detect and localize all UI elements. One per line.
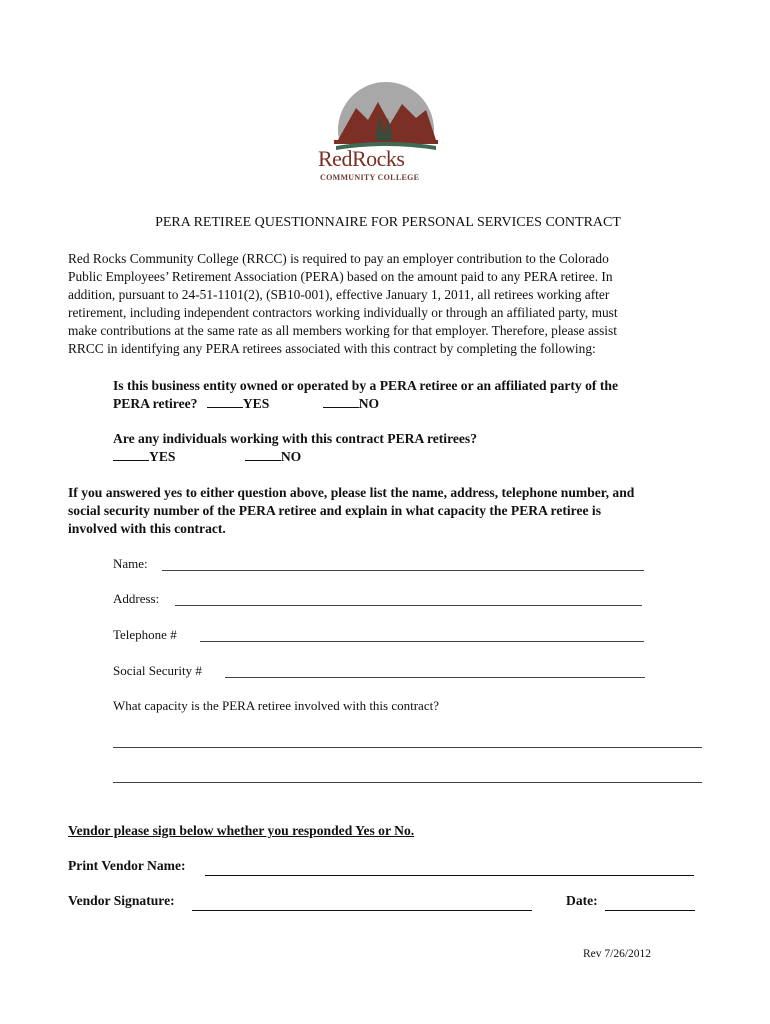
- instruction-line: social security number of the PERA retiree and explain in what capacity the PERA retiree is: [68, 503, 602, 518]
- name-line[interactable]: [162, 570, 644, 571]
- print-vendor-name-line[interactable]: [205, 875, 694, 876]
- question-1-text: Is this business entity owned or operated by a PERA retiree or an affiliated party of the: [113, 378, 618, 393]
- question-2: [113, 430, 713, 466]
- question-2-text: Are any individuals working with this contract PERA retirees?: [113, 431, 478, 446]
- q2-no-label: NO: [280, 449, 302, 464]
- intro-line: make contributions at the same rate as all members working for that employer. Therefore, please assist: [68, 323, 617, 338]
- capacity-label: What capacity is the PERA retiree involved with this contract?: [113, 698, 439, 713]
- q2-yes-label: YES: [149, 449, 176, 464]
- q2-yes-blank[interactable]: [113, 448, 149, 461]
- address-label: Address:: [113, 591, 160, 606]
- question-1: [113, 377, 713, 413]
- q1-no-blank[interactable]: [323, 395, 359, 408]
- intro-line: RRCC in identifying any PERA retirees associated with this contract by completing the following:: [68, 341, 596, 356]
- q1-yes-label: YES: [242, 396, 270, 411]
- intro-line: Red Rocks Community College (RRCC) is required to pay an employer contribution to the Colorado: [68, 251, 609, 266]
- instruction-line: involved with this contract.: [68, 521, 226, 536]
- intro-line: Public Employees’ Retirement Association (PERA) based on the amount paid to any PERA retiree. In: [68, 269, 613, 284]
- instructions: [68, 484, 718, 538]
- telephone-line[interactable]: [200, 641, 644, 642]
- date-line[interactable]: [605, 910, 695, 911]
- instruction-line: If you answered yes to either question above, please list the name, address, telephone number, and: [68, 485, 635, 500]
- address-line[interactable]: [175, 605, 642, 606]
- question-1-text-2: PERA retiree?: [113, 396, 198, 411]
- intro-line: retirement, including independent contractors working individually or through an affiliated party, must: [68, 305, 618, 320]
- form-title: PERA RETIREE QUESTIONNAIRE FOR PERSONAL SERVICES CONTRACT: [155, 215, 621, 230]
- ssn-label: Social Security #: [113, 663, 202, 678]
- vendor-heading: Vendor please sign below whether you responded Yes or No.: [68, 823, 415, 838]
- logo-wordmark: RedRocks: [318, 146, 405, 171]
- capacity-line-2[interactable]: [113, 782, 702, 783]
- telephone-label: Telephone #: [113, 627, 177, 642]
- intro-paragraph: [68, 250, 708, 358]
- vendor-signature-label: Vendor Signature:: [68, 893, 175, 908]
- date-label: Date:: [566, 893, 598, 908]
- logo-subtitle: COMMUNITY COLLEGE: [320, 173, 420, 182]
- q1-yes-blank[interactable]: [207, 395, 243, 408]
- q2-no-blank[interactable]: [245, 448, 281, 461]
- capacity-line-1[interactable]: [113, 747, 702, 748]
- vendor-signature-line[interactable]: [192, 910, 532, 911]
- revision-date: Rev 7/26/2012: [583, 948, 652, 960]
- name-label: Name:: [113, 556, 148, 571]
- print-vendor-name-label: Print Vendor Name:: [68, 858, 186, 873]
- ssn-line[interactable]: [225, 677, 645, 678]
- q1-no-label: NO: [358, 396, 380, 411]
- intro-line: addition, pursuant to 24-51-1101(2), (SB10-001), effective January 1, 2011, all retirees working after: [68, 287, 610, 302]
